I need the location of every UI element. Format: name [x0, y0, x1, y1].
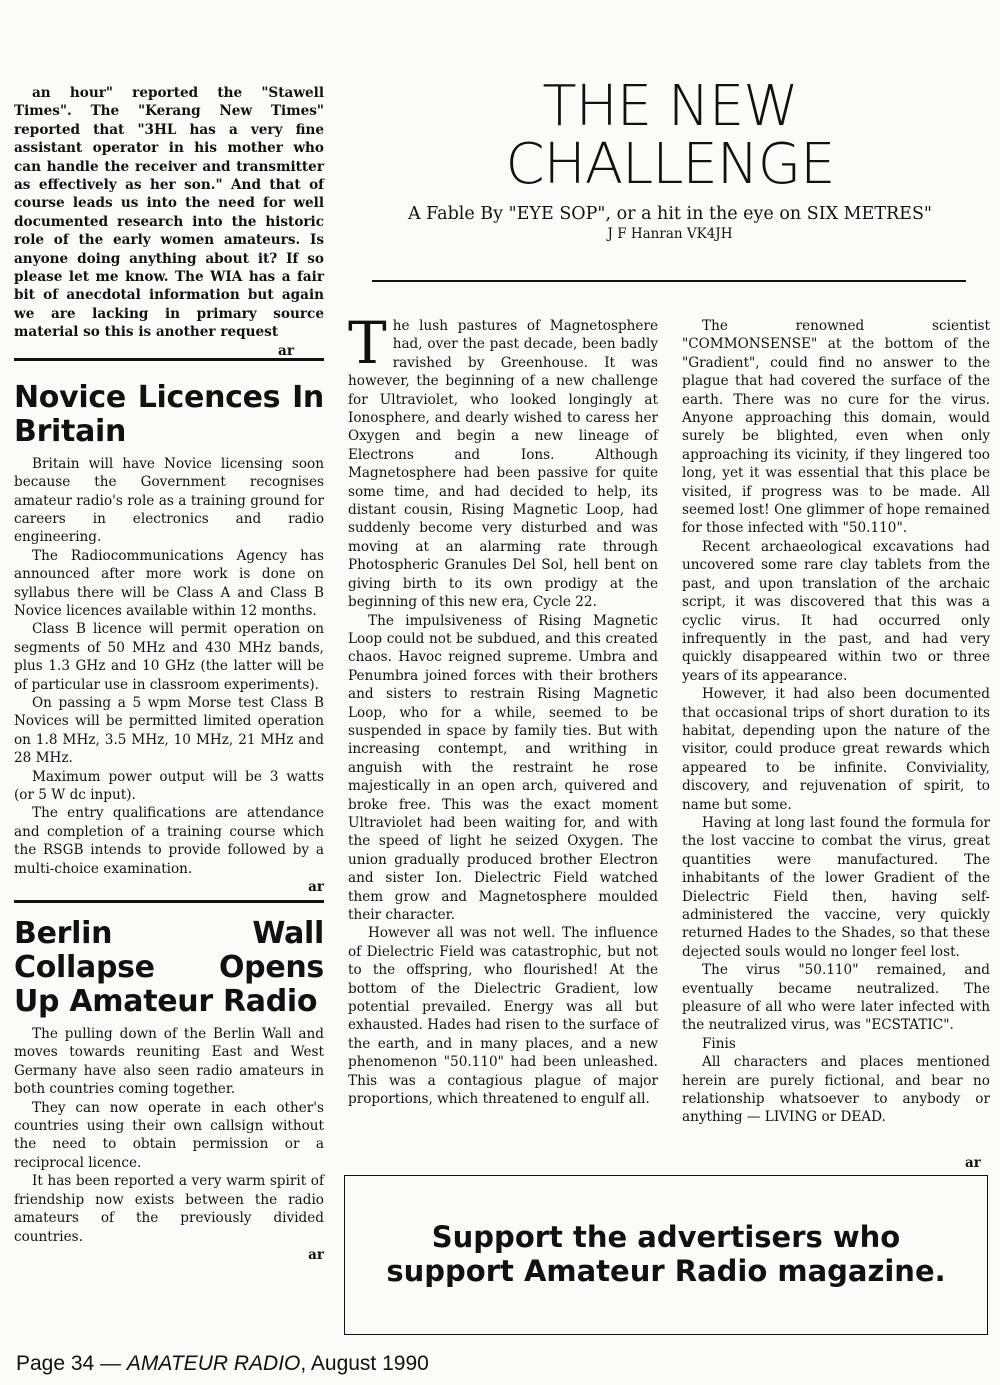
paragraph: Finis — [702, 1035, 736, 1052]
paragraph: However, it had also been documented that occasional trips of short duration to its habitat, depending upon the nature of the visitor, could produce great rewards which appeared to be infinite. Conviviality, discovery, and rejuvenation of spirit, to name but some. — [682, 686, 990, 813]
feature-byline: J F Hanran VK4JH — [607, 226, 733, 242]
paragraph: The Radiocommunications Agency has announced after more work is done on syllabus there will be Class A and Class B Novice licences available within 12 months. — [14, 547, 324, 619]
paragraph: They can now operate in each other's countries using their own callsign without the need to obtain permission or a reciprocal licence. — [14, 1099, 324, 1171]
divider — [14, 900, 324, 903]
feature-column-right — [682, 317, 990, 1127]
feature-title-block — [340, 74, 1000, 242]
end-mark: ar — [278, 342, 294, 359]
end-mark: ar — [965, 1155, 981, 1171]
article-novice-licences — [14, 381, 324, 896]
intro-body: an hour" reported the "Stawell Times". The "Kerang New Times" reported that "3HL has a very fine assistant operator in his mother who can handle the receiver and transmitter as effectively as her son." And that of course leads us into the need for well documented research into the historic role of the early women amateurs. Is anyone doing anything about it? If so please let me know. The WIA has a fair bit of anecdotal information but again we are lacking in primary source material so this is another request — [14, 85, 324, 341]
paragraph: The impulsiveness of Rising Magnetic Loop could not be subdued, and this created chaos. Havoc reigned supreme. Umbra and Penumbra joined forces with their brothers and sisters to restrain Rising Magnetic Loop, who for a while, seemed to be suspended in space by family ties. But with increasing contempt, and writhing in anguish with the restraint he rose majestically in an open arch, quivered and broke free. This was the exact moment Ultraviolet had been waiting for, and with the speed of light he seized Oxygen. The union gradually produced brother Electron and sister Ion. Dielectric Field watched them grow and Magnetosphere moulded their character. — [348, 612, 658, 923]
title-divider — [372, 280, 966, 282]
advert-line-1: Support the advertisers who — [431, 1220, 901, 1254]
paragraph: Having at long last found the formula for the lost vaccine to combat the virus, great quantities were manufactured. The inhabitants of the lower Gradient of the Dielectric Field then, having self-administered the vaccine, very quickly returned Hades to the Shades, so that these dejected souls would no longer feel lost. — [682, 814, 990, 960]
advert-line-2: support Amateur Radio magazine. — [386, 1254, 946, 1288]
paragraph: The renowned scientist "COMMONSENSE" at the bottom of the "Gradient", could find no answer to the plague that had covered the surface of the earth. There was no cure for the virus. Anyone approaching this domain, would surely be blighted, even when only approaching its vicinity, if they lingered too long, yet it was essential that this place be visited, if progress was to be made. All seemed lost! One glimmer of hope remained for those infected with "50.110". — [682, 318, 990, 537]
paragraph: However all was not well. The influence of Dielectric Field was catastrophic, but not to the offspring, who flourished! At the bottom of the Dielectric Gradient, low potential prevailed. Energy was all but exhausted. Hades had risen to the surface of the earth, and in many places, and a new phenomenon "50.110" had been unleashed. This was a contagious plague of major proportions, which threatened to engulf all. — [348, 925, 658, 1108]
paragraph: On passing a 5 wpm Morse test Class B Novices will be permitted limited operation on 1.8 MHz, 3.5 MHz, 10 MHz, 21 MHz and 28 MHz. — [14, 694, 324, 767]
end-mark: ar — [308, 879, 324, 896]
left-column — [14, 84, 324, 1264]
paragraph-body: he lush pastures of Magnetosphere had, over the past decade, been badly ravished by Greenhouse. It was however, the beginning of a new challenge for Ultraviolet, who looked longingly at Ionosphere, and dearly wished to caress her Oxygen and begin a new lineage of Electrons and Ions. Although Magnetosphere had been passive for quite some time, and had decided to help, its distant cousin, Rising Magnetic Loop, had suddenly become very disturbed and was moving at an alarming rate through Photospheric Granules Del Sol, hell bent on giving birth to its own prodigy at the beginning of this new era, Cycle 22. — [348, 318, 658, 611]
end-mark: ar — [308, 1246, 324, 1263]
feature-title-line-2: CHALLENGE — [505, 132, 835, 197]
paragraph: Britain will have Novice licensing soon because the Government recognises amateur radio's role as a training ground for careers in electronics and radio engineering. — [14, 455, 324, 546]
paragraph: Class B licence will permit operation on segments of 50 MHz and 430 MHz bands, plus 1.3 GHz and 10 GHz (the latter will be of particular use in classroom experiments). — [14, 621, 324, 693]
intro-text — [14, 84, 324, 359]
paragraph: The pulling down of the Berlin Wall and moves towards reuniting East and West Germany have also seen radio amateurs in both countries coming together. — [14, 1026, 324, 1098]
paragraph: Maximum power output will be 3 watts (or 5 W dc input). — [14, 768, 324, 803]
advert-box — [344, 1175, 988, 1335]
paragraph: It has been reported a very warm spirit of friendship now exists between the radio amateurs of the previously divided countries. — [14, 1173, 324, 1245]
footer-magazine: AMATEUR RADIO — [126, 1352, 301, 1375]
feature-subtitle: A Fable By "EYE SOP", or a hit in the eye on SIX METRES" — [407, 204, 932, 224]
paragraph: The entry qualifications are attendance and completion of a training course which the RSGB intends to provide followed by a multi-choice examination. — [14, 805, 324, 877]
article-berlin-wall — [14, 917, 324, 1264]
footer-date: , August 1990 — [300, 1352, 429, 1375]
paragraph — [348, 309, 658, 612]
article-heading: Berlin Wall Collapse Opens Up Amateur Radio — [14, 916, 324, 1020]
paragraph: All characters and places mentioned herein are purely fictional, and bear no relationship whatsoever to anybody or anything — LIVING or DEAD. — [682, 1054, 990, 1126]
feature-title-line-1: THE NEW — [542, 74, 798, 139]
paragraph: Recent archaeological excavations had uncovered some rare clay tablets from the past, and upon translation of the archaic script, it was discovered that this was a cyclic virus. It had occurred only infrequently in the past, and had very quickly disappeared within two or three years of its appearance. — [682, 538, 990, 684]
drop-cap: T — [348, 309, 387, 377]
feature-column-middle — [348, 309, 658, 1108]
paragraph: The virus "50.110" remained, and eventually became neutralized. The pleasure of all who were later infected with the neutralized virus, was "ECSTATIC". — [682, 962, 990, 1034]
footer-page: Page 34 — — [16, 1352, 127, 1375]
article-heading: Novice Licences In Britain — [14, 379, 324, 449]
page-footer — [16, 1352, 429, 1376]
